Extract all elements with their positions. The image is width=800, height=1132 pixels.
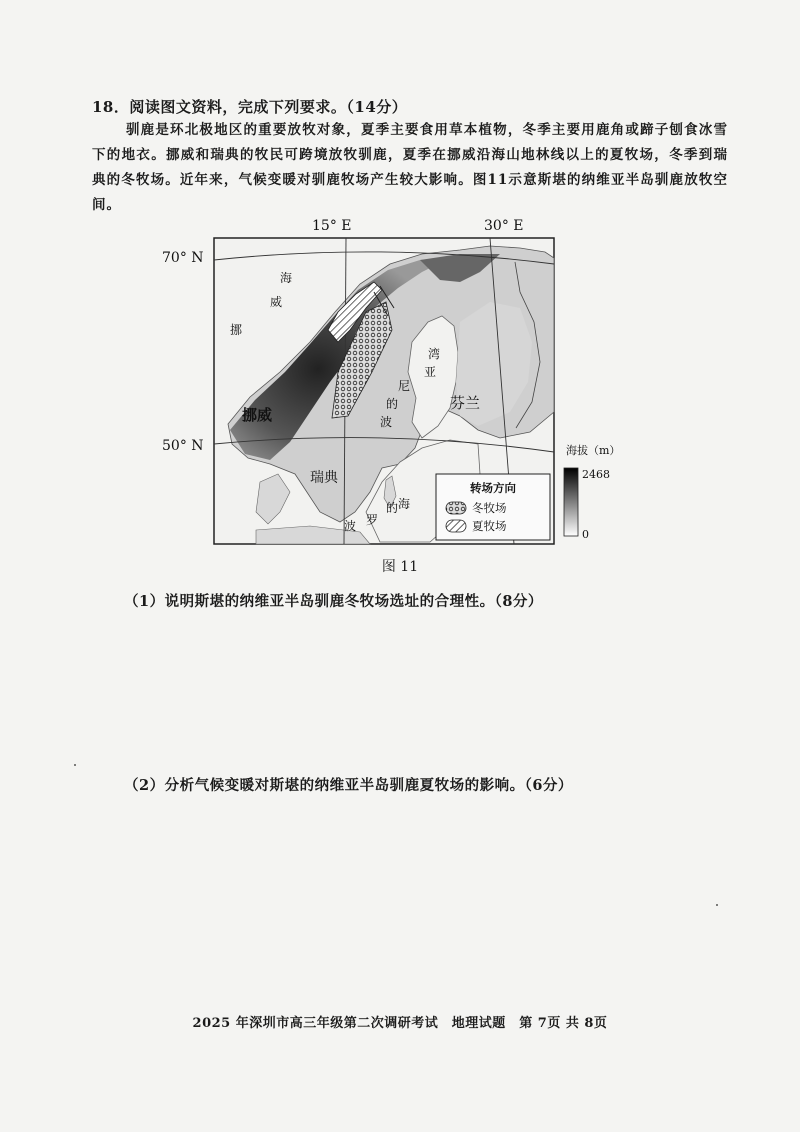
label-norway-sea: 挪 [230,323,243,337]
lat-label-50n: 50° N [162,438,204,454]
label-gulf: 亚 [424,365,437,379]
sub-question-2: （2）分析气候变暖对斯堪的纳维亚半岛驯鹿夏牧场的影响。（6分） [124,777,573,794]
elevation-title: 海拔（m） [566,444,620,457]
legend-winter-label: 冬牧场 [472,501,507,515]
legend-title: 转场方向 [470,481,516,495]
label-gulf: 尼 [398,379,411,393]
lat-label-70n: 70° N [162,250,204,266]
label-gulf: 湾 [428,347,441,361]
label-norway-sea: 威 [270,295,283,309]
map-legend [436,474,550,540]
scan-speck [716,904,718,906]
legend-winter-swatch [446,502,466,514]
label-baltic: 的 [386,501,399,515]
elevation-scale-bar [564,468,578,536]
figure-caption: 图 11 [381,559,419,575]
label-baltic: 海 [398,497,411,511]
label-norway: 挪威 [242,406,273,424]
label-gulf: 波 [380,415,393,429]
question-intro: 驯鹿是环北极地区的重要放牧对象，夏季主要食用草本植物，冬季主要用鹿角或蹄子刨食冰雪下的地衣。挪威和瑞典的牧民可跨境放牧驯鹿，夏季在挪威沿海山地林线以上的夏牧场，冬季到瑞典的冬牧场。近年来，气候变暖对驯鹿牧场产生较大影响。图11示意斯堪的纳维亚半岛驯鹿放牧空间。 [92,122,728,213]
scan-speck [74,764,76,766]
label-sweden: 瑞典 [310,470,338,486]
elevation-max: 2468 [582,468,610,481]
label-baltic: 罗 [366,513,379,527]
figure-11-map [160,212,620,552]
label-norway-sea: 海 [280,271,293,285]
label-finland: 芬兰 [450,394,481,412]
page-footer: 2025 年深圳市高三年级第二次调研考试 地理试题 第 7页 共 8页 [192,1016,608,1031]
lon-label-15e: 15° E [312,218,352,234]
question-title: 18．阅读图文资料，完成下列要求。（14分） [92,98,408,116]
label-baltic-left: 波 [344,519,357,533]
legend-summer-label: 夏牧场 [472,519,507,533]
legend-summer-swatch [446,520,466,532]
label-gulf: 的 [386,397,399,411]
sub-question-1: （1）说明斯堪的纳维亚半岛驯鹿冬牧场选址的合理性。（8分） [124,593,543,610]
elevation-min: 0 [582,528,589,541]
lon-label-30e: 30° E [484,218,524,234]
